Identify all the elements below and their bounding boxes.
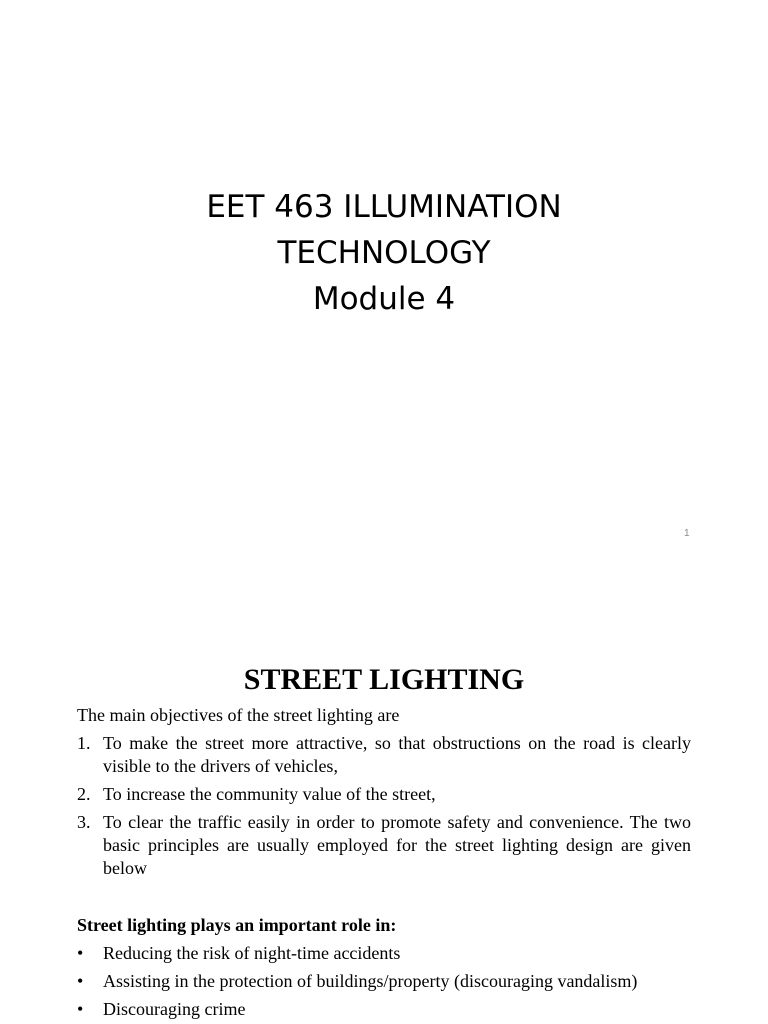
- list-item: [77, 811, 691, 880]
- objectives-list: [77, 732, 691, 885]
- bullet-marker: •: [77, 999, 84, 1019]
- list-marker: 3.: [77, 812, 91, 832]
- section-heading: STREET LIGHTING: [243, 663, 525, 696]
- roles-list: [77, 942, 691, 1024]
- title-line-module: Module 4: [312, 281, 456, 317]
- intro-paragraph: The main objectives of the street lighting are: [77, 705, 400, 725]
- list-marker: 1.: [77, 733, 91, 753]
- list-item: [77, 970, 691, 993]
- title-line-course: EET 463 ILLUMINATION: [206, 189, 562, 225]
- title-line-subject: TECHNOLOGY: [277, 235, 491, 271]
- bullet-marker: •: [77, 943, 84, 963]
- list-item: [77, 998, 691, 1021]
- street-lighting-slide: [0, 576, 768, 1024]
- slide-title: [0, 184, 768, 322]
- list-item-text: To increase the community value of the street,: [103, 784, 436, 804]
- list-item-text: To make the street more attractive, so that obstructions on the road is clearly visible to the drivers of vehicles,: [103, 733, 691, 776]
- list-item: [77, 783, 691, 806]
- bullet-marker: •: [77, 971, 84, 991]
- list-item: [77, 942, 691, 965]
- role-heading: Street lighting plays an important role in:: [77, 915, 397, 935]
- page-number: 1: [684, 528, 690, 539]
- list-item-text: Assisting in the protection of buildings/property (discouraging vandalism): [103, 971, 638, 991]
- list-item-text: Discouraging crime: [103, 999, 246, 1019]
- list-item-text: To clear the traffic easily in order to promote safety and convenience. The two basic principles are usually employed for the street lighting design are given below: [103, 812, 691, 878]
- list-item: [77, 732, 691, 778]
- list-item-text: Reducing the risk of night-time accidents: [103, 943, 401, 963]
- list-marker: 2.: [77, 784, 91, 804]
